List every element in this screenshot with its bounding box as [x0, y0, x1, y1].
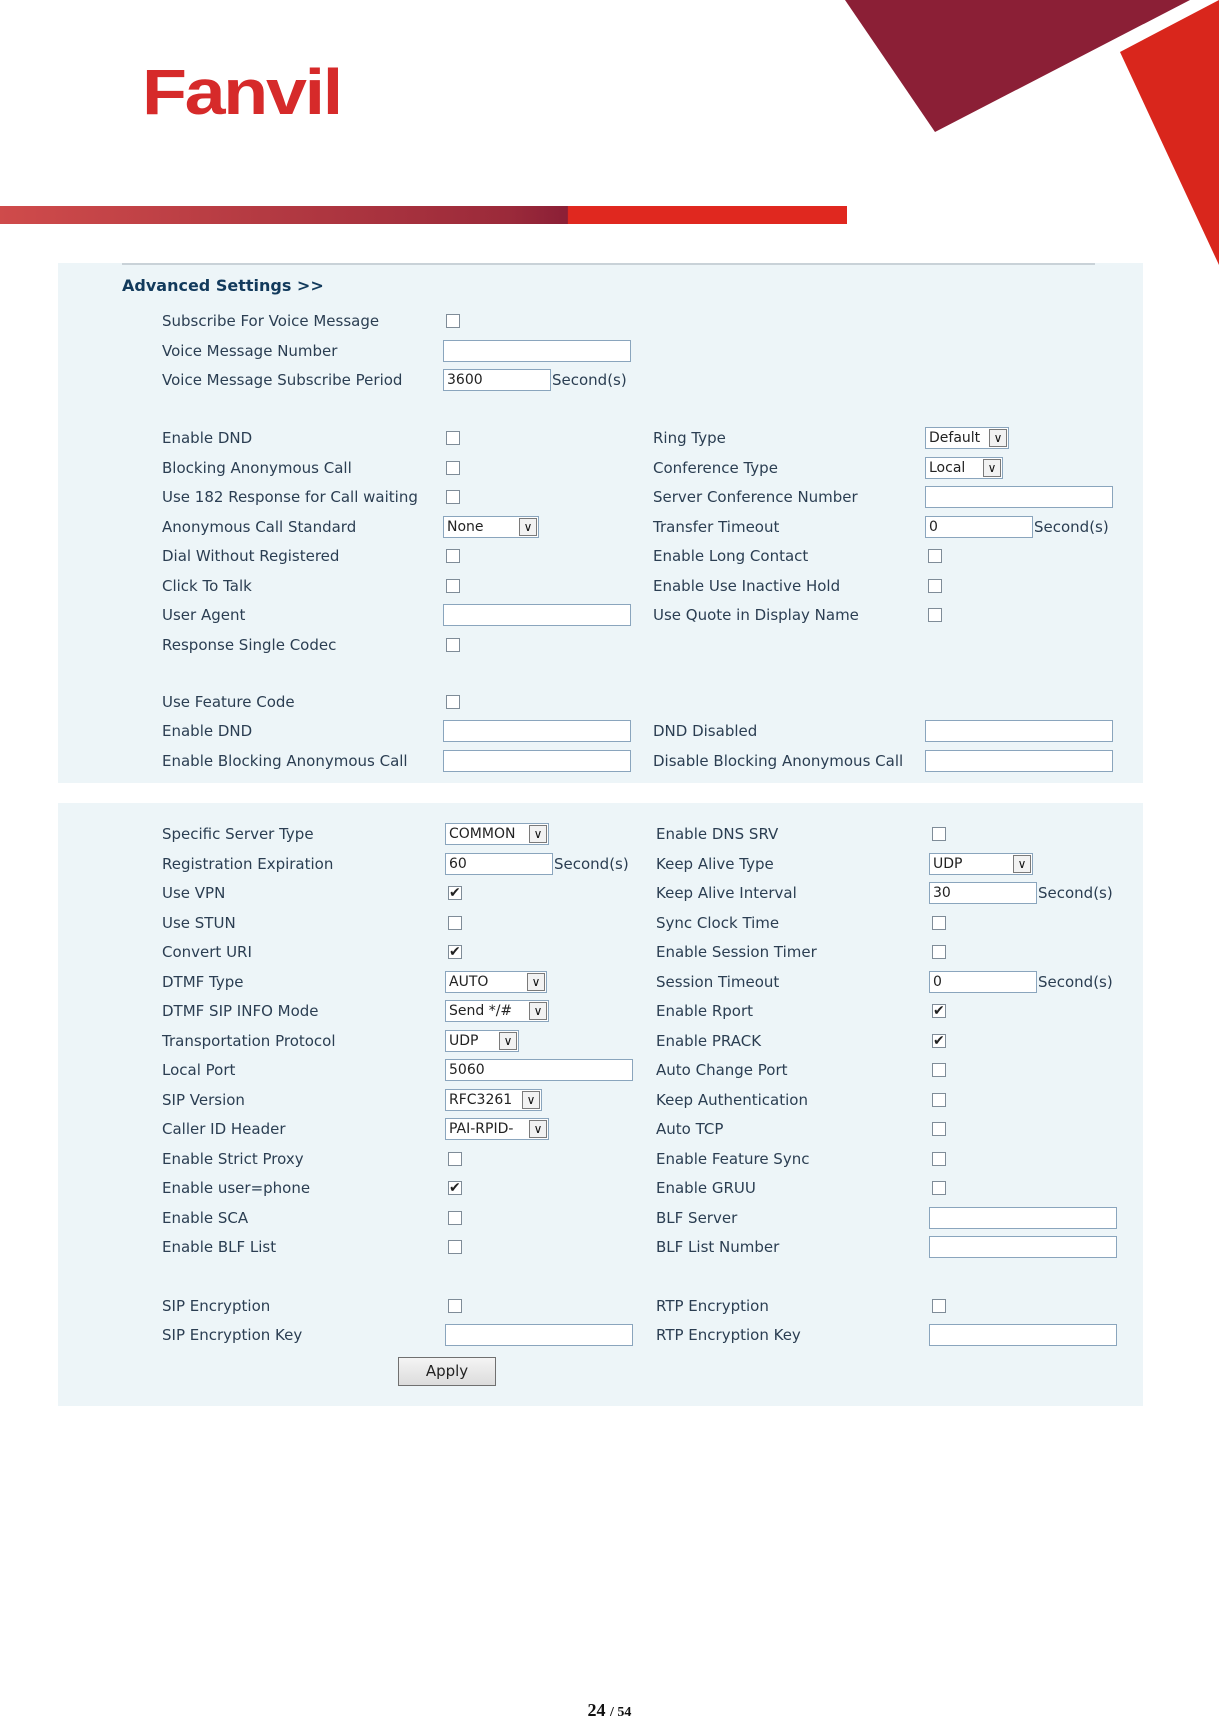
- use-quote-in-display-name-checkbox[interactable]: [928, 608, 942, 622]
- chevron-down-icon[interactable]: ∨: [529, 1002, 547, 1020]
- chevron-down-icon[interactable]: ∨: [529, 825, 547, 843]
- sip-version-label: SIP Version: [162, 1090, 245, 1109]
- server-conference-number-label: Server Conference Number: [653, 488, 858, 506]
- session-timeout-unit: Second(s): [1038, 972, 1113, 991]
- use-vpn-checkbox[interactable]: [448, 886, 462, 900]
- voice-message-subscribe-period-unit: Second(s): [552, 371, 627, 389]
- enable-user-phone-label: Enable user=phone: [162, 1179, 311, 1197]
- header-decoration: [0, 0, 1219, 270]
- sip-encryption-label: SIP Encryption: [162, 1297, 271, 1315]
- specific-server-type-select-value: COMMON: [449, 826, 516, 842]
- enable-gruu-label: Enable GRUU: [656, 1179, 756, 1197]
- page-current: 24: [587, 1700, 606, 1720]
- use-stun-checkbox[interactable]: [448, 916, 462, 930]
- rtp-encryption-key-label: RTP Encryption Key: [656, 1326, 801, 1344]
- blf-server-label: BLF Server: [656, 1208, 738, 1227]
- blocking-anonymous-call-label: Blocking Anonymous Call: [162, 458, 352, 477]
- keep-alive-type-select-value: UDP: [933, 855, 963, 872]
- keep-alive-interval-label: Keep Alive Interval: [656, 884, 797, 902]
- ring-type-select-value: Default: [929, 430, 981, 446]
- keep-authentication-label: Keep Authentication: [656, 1090, 808, 1109]
- keep-authentication-checkbox[interactable]: [932, 1093, 946, 1107]
- session-timeout-input[interactable]: 0: [929, 971, 1037, 993]
- sip-version-select[interactable]: [445, 1089, 542, 1111]
- enable-prack-checkbox[interactable]: [932, 1034, 946, 1048]
- enable-dns-srv-checkbox[interactable]: [932, 827, 946, 841]
- specific-server-type-label: Specific Server Type: [162, 825, 314, 843]
- enable-long-contact-label: Enable Long Contact: [653, 547, 809, 565]
- enable-sca-checkbox[interactable]: [448, 1211, 462, 1225]
- transfer-timeout-label: Transfer Timeout: [653, 517, 780, 536]
- use-182-response-for-call-waiting-label: Use 182 Response for Call waiting: [162, 488, 418, 506]
- keep-alive-type-label: Keep Alive Type: [656, 854, 774, 873]
- dnd-disabled-label: DND Disabled: [653, 722, 758, 740]
- enable-sca-label: Enable SCA: [162, 1208, 249, 1227]
- enable-feature-sync-label: Enable Feature Sync: [656, 1149, 810, 1168]
- divider: [122, 263, 1095, 265]
- enable-strict-proxy-label: Enable Strict Proxy: [162, 1149, 304, 1168]
- ring-type-select[interactable]: [925, 427, 1009, 449]
- registration-expiration-input[interactable]: 60: [445, 853, 553, 875]
- enable-blocking-anonymous-call-code-input[interactable]: [443, 750, 631, 772]
- enable-blf-list-checkbox[interactable]: [448, 1240, 462, 1254]
- auto-change-port-label: Auto Change Port: [656, 1061, 788, 1079]
- transportation-protocol-label: Transportation Protocol: [162, 1031, 336, 1050]
- ring-type-label: Ring Type: [653, 429, 726, 447]
- enable-user-phone-checkbox[interactable]: [448, 1181, 462, 1195]
- use-stun-label: Use STUN: [162, 913, 236, 932]
- response-single-codec-label: Response Single Codec: [162, 635, 337, 654]
- enable-dnd-checkbox[interactable]: [446, 431, 460, 445]
- blf-server-input[interactable]: [929, 1207, 1117, 1229]
- header-bar: [0, 206, 847, 224]
- keep-alive-interval-input[interactable]: 30: [929, 882, 1037, 904]
- voice-message-number-label: Voice Message Number: [162, 341, 338, 360]
- user-agent-label: User Agent: [162, 606, 246, 624]
- blf-list-number-label: BLF List Number: [656, 1238, 780, 1256]
- dnd-disabled-code-input[interactable]: [925, 720, 1113, 742]
- enable-dnd-code-input[interactable]: [443, 720, 631, 742]
- caller-id-header-label: Caller ID Header: [162, 1120, 286, 1138]
- dial-without-registered-checkbox[interactable]: [446, 549, 460, 563]
- dtmf-type-select-value: AUTO: [449, 973, 489, 990]
- enable-prack-label: Enable PRACK: [656, 1031, 762, 1050]
- dtmf-sip-info-mode-label: DTMF SIP INFO Mode: [162, 1002, 319, 1020]
- convert-uri-label: Convert URI: [162, 943, 252, 961]
- chevron-down-icon[interactable]: ∨: [989, 429, 1007, 447]
- use-quote-in-display-name-label: Use Quote in Display Name: [653, 606, 859, 624]
- convert-uri-checkbox[interactable]: [448, 945, 462, 959]
- click-to-talk-checkbox[interactable]: [446, 579, 460, 593]
- enable-session-timer-checkbox[interactable]: [932, 945, 946, 959]
- specific-server-type-select[interactable]: [445, 823, 549, 845]
- dial-without-registered-label: Dial Without Registered: [162, 547, 340, 565]
- section-title: Advanced Settings >>: [122, 276, 324, 295]
- use-182-response-for-call-waiting-checkbox[interactable]: [446, 490, 460, 504]
- auto-tcp-checkbox[interactable]: [932, 1122, 946, 1136]
- click-to-talk-label: Click To Talk: [162, 576, 252, 595]
- voice-message-subscribe-period-input[interactable]: 3600: [443, 369, 551, 391]
- chevron-down-icon[interactable]: ∨: [527, 973, 545, 991]
- enable-dnd-label: Enable DND: [162, 722, 253, 740]
- rtp-encryption-key-input[interactable]: [929, 1324, 1117, 1346]
- user-agent-input[interactable]: [443, 604, 631, 626]
- sync-clock-time-checkbox[interactable]: [932, 916, 946, 930]
- blocking-anonymous-call-checkbox[interactable]: [446, 461, 460, 475]
- response-single-codec-checkbox[interactable]: [446, 638, 460, 652]
- subscribe-for-voice-message-checkbox[interactable]: [446, 314, 460, 328]
- fanvil-logo: Fanvil: [142, 56, 341, 128]
- chevron-down-icon[interactable]: ∨: [983, 459, 1001, 477]
- dtmf-type-label: DTMF Type: [162, 972, 244, 991]
- keep-alive-interval-unit: Second(s): [1038, 884, 1113, 902]
- anonymous-call-standard-label: Anonymous Call Standard: [162, 517, 357, 536]
- disable-blocking-anonymous-call-code-input[interactable]: [925, 750, 1113, 772]
- page-total: / 54: [610, 1705, 632, 1720]
- sip-encryption-key-label: SIP Encryption Key: [162, 1326, 303, 1344]
- enable-session-timer-label: Enable Session Timer: [656, 943, 817, 961]
- rtp-encryption-checkbox[interactable]: [932, 1299, 946, 1313]
- voice-message-subscribe-period-label: Voice Message Subscribe Period: [162, 371, 403, 389]
- registration-expiration-unit: Second(s): [554, 854, 629, 873]
- use-feature-code-label: Use Feature Code: [162, 693, 295, 711]
- chevron-down-icon[interactable]: ∨: [529, 1120, 547, 1138]
- corner-shape-red: [1120, 0, 1219, 265]
- use-feature-code-checkbox[interactable]: [446, 695, 460, 709]
- local-port-input[interactable]: 5060: [445, 1059, 633, 1081]
- conference-type-select-value: Local: [929, 459, 966, 476]
- caller-id-header-select[interactable]: [445, 1118, 549, 1140]
- transportation-protocol-select-value: UDP: [449, 1032, 479, 1049]
- enable-feature-sync-checkbox[interactable]: [932, 1152, 946, 1166]
- anonymous-call-standard-select[interactable]: [443, 516, 539, 538]
- enable-gruu-checkbox[interactable]: [932, 1181, 946, 1195]
- chevron-down-icon[interactable]: ∨: [519, 518, 537, 536]
- transfer-timeout-input[interactable]: 0: [925, 516, 1033, 538]
- enable-strict-proxy-checkbox[interactable]: [448, 1152, 462, 1166]
- sip-encryption-checkbox[interactable]: [448, 1299, 462, 1313]
- enable-rport-checkbox[interactable]: [932, 1004, 946, 1018]
- rtp-encryption-label: RTP Encryption: [656, 1297, 769, 1315]
- sip-encryption-key-input[interactable]: [445, 1324, 633, 1346]
- voice-message-number-input[interactable]: [443, 340, 631, 362]
- chevron-down-icon[interactable]: ∨: [522, 1091, 540, 1109]
- enable-blocking-anonymous-call-label: Enable Blocking Anonymous Call: [162, 751, 408, 770]
- disable-blocking-anonymous-call-label: Disable Blocking Anonymous Call: [653, 751, 904, 770]
- dtmf-sip-info-mode-select[interactable]: [445, 1000, 549, 1022]
- conference-type-label: Conference Type: [653, 458, 778, 477]
- sync-clock-time-label: Sync Clock Time: [656, 913, 780, 932]
- anonymous-call-standard-select-value: None: [447, 518, 484, 535]
- enable-dnd-label: Enable DND: [162, 429, 253, 447]
- sip-version-select-value: RFC3261: [449, 1091, 513, 1108]
- auto-tcp-label: Auto TCP: [656, 1120, 724, 1138]
- keep-alive-type-select[interactable]: [929, 853, 1033, 875]
- caller-id-header-select-value: PAI-RPID-: [449, 1121, 514, 1137]
- enable-long-contact-checkbox[interactable]: [928, 549, 942, 563]
- registration-expiration-label: Registration Expiration: [162, 854, 334, 873]
- use-vpn-label: Use VPN: [162, 884, 226, 902]
- enable-use-inactive-hold-checkbox[interactable]: [928, 579, 942, 593]
- local-port-label: Local Port: [162, 1061, 236, 1079]
- subscribe-for-voice-message-label: Subscribe For Voice Message: [162, 312, 380, 330]
- transportation-protocol-select[interactable]: [445, 1030, 519, 1052]
- enable-rport-label: Enable Rport: [656, 1002, 754, 1020]
- conference-type-select[interactable]: [925, 457, 1003, 479]
- apply-button[interactable]: Apply: [398, 1357, 496, 1386]
- enable-blf-list-label: Enable BLF List: [162, 1238, 277, 1256]
- enable-use-inactive-hold-label: Enable Use Inactive Hold: [653, 576, 841, 595]
- server-conference-number-input[interactable]: [925, 486, 1113, 508]
- dtmf-type-select[interactable]: [445, 971, 547, 993]
- session-timeout-label: Session Timeout: [656, 972, 780, 991]
- enable-dns-srv-label: Enable DNS SRV: [656, 825, 779, 843]
- blf-list-number-input[interactable]: [929, 1236, 1117, 1258]
- transfer-timeout-unit: Second(s): [1034, 517, 1109, 536]
- chevron-down-icon[interactable]: ∨: [1013, 855, 1031, 873]
- dtmf-sip-info-mode-select-value: Send */#: [449, 1003, 513, 1019]
- chevron-down-icon[interactable]: ∨: [499, 1032, 517, 1050]
- page-number: [0, 1700, 1219, 1721]
- auto-change-port-checkbox[interactable]: [932, 1063, 946, 1077]
